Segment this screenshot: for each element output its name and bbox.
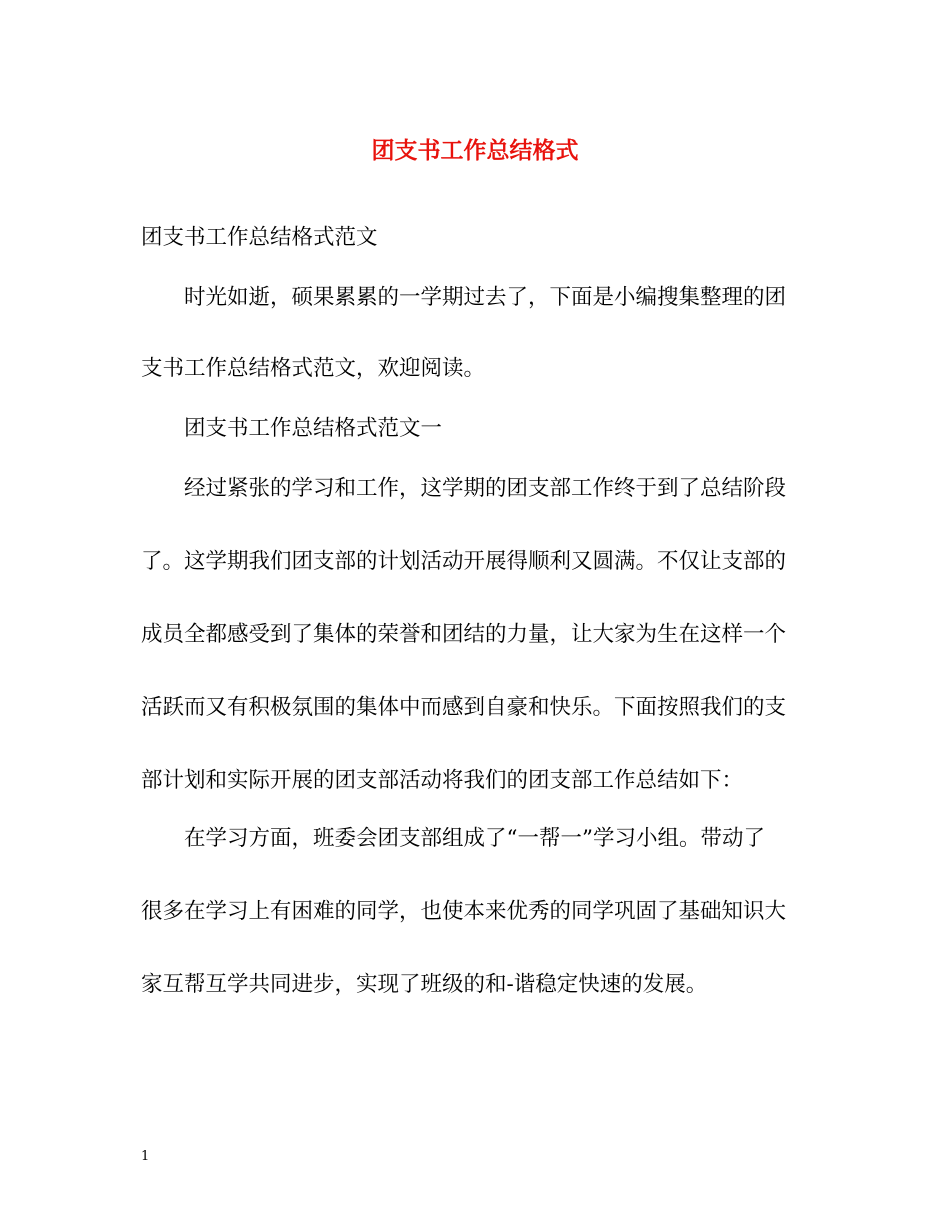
- section-heading: 团支书工作总结格式范文一: [184, 416, 443, 441]
- paragraph-line: 部计划和实际开展的团支部活动将我们的团支部工作总结如下：: [141, 768, 744, 793]
- paragraph-line: 了。这学期我们团支部的计划活动开展得顺利又圆满。不仅让支部的: [141, 549, 787, 574]
- paragraph-line: 支书工作总结格式范文，欢迎阅读。: [141, 356, 486, 381]
- page-number: 1: [141, 1149, 150, 1164]
- paragraph-line: 很多在学习上有困难的同学，也使本来优秀的同学巩固了基础知识大: [141, 899, 787, 924]
- paragraph-line: 时光如逝，硕果累累的一学期过去了，下面是小编搜集整理的团: [184, 285, 787, 310]
- paragraph-line: 家互帮互学共同进步，实现了班级的和-谐稳定快速的发展。: [141, 972, 708, 997]
- paragraph-line: 成员全都感受到了集体的荣誉和团结的力量，让大家为生在这样一个: [141, 622, 787, 647]
- document-title: 团支书工作总结格式: [371, 137, 579, 164]
- paragraph-line: 活跃而又有积极氛围的集体中而感到自豪和快乐。下面按照我们的支: [141, 695, 787, 720]
- paragraph-line: 在学习方面，班委会团支部组成了“一帮一”学习小组。带动了: [184, 826, 765, 851]
- subtitle-line: 团支书工作总结格式范文: [141, 225, 378, 250]
- paragraph-line: 经过紧张的学习和工作，这学期的团支部工作终于到了总结阶段: [184, 476, 787, 501]
